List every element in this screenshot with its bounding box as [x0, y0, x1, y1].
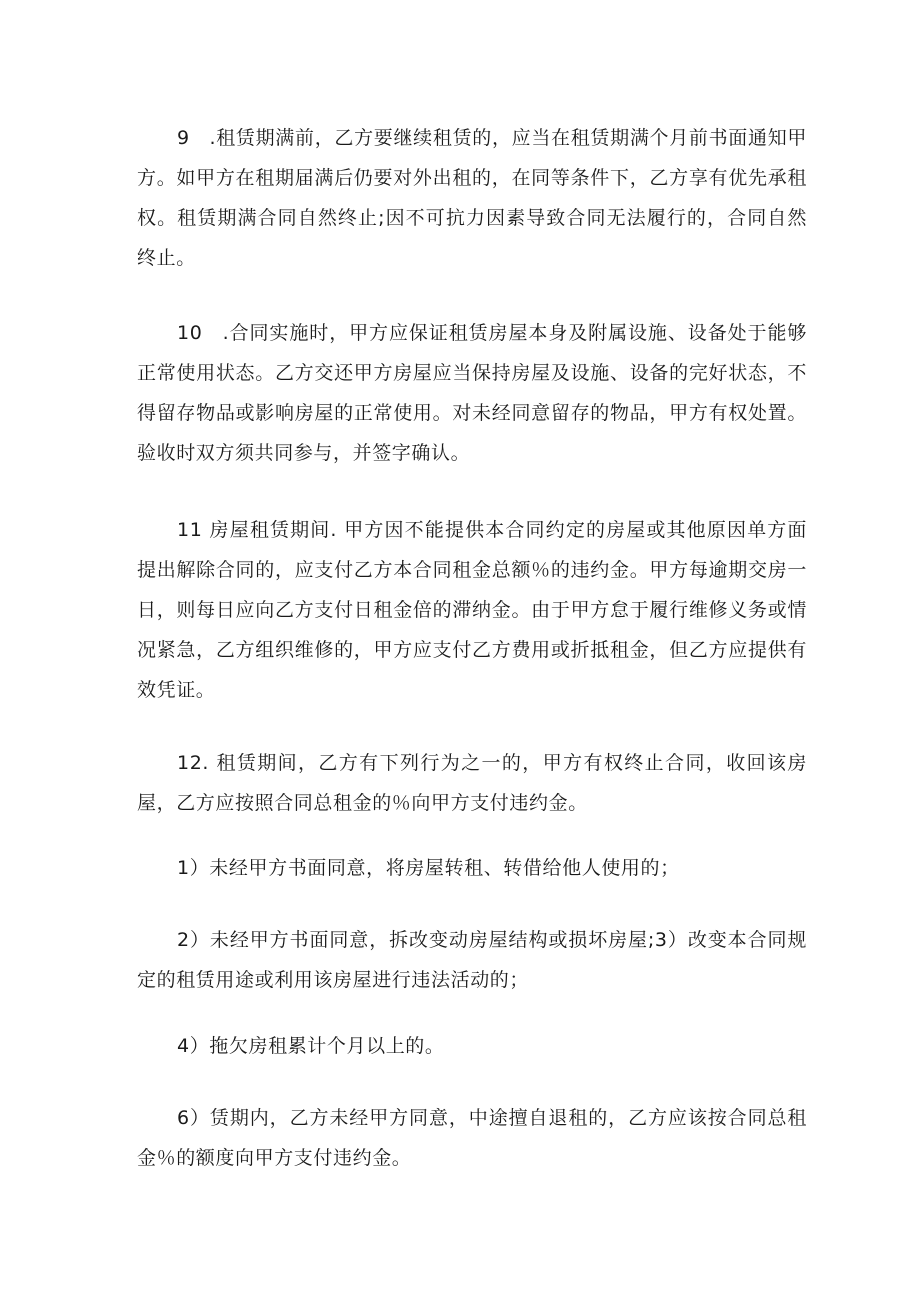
clause-12-item-1: 1）未经甲方书面同意，将房屋转租、转借给他人使用的； [177, 857, 680, 879]
clause-12-paragraph: 12. 租赁期间，乙方有下列行为之一的，甲方有权终止合同，收回该房屋，乙方应按照合同总租金的％向甲方支付违约金。 [137, 752, 807, 814]
clause-10-paragraph: 10 .合同实施时，甲方应保证租赁房屋本身及附属设施、设备处于能够正常使用状态。乙方交还甲方房屋应当保持房屋及设施、设备的完好状态，不得留存物品或影响房屋的正常使用。对未经同意留存的物品，甲方有权处置。验收时双方须共同参与，并签字确认。 [137, 322, 807, 464]
clause-12-item-2-3: 2）未经甲方书面同意，拆改变动房屋结构或损坏房屋;3）改变本合同规定的租赁用途或利用该房屋进行违法活动的； [137, 929, 807, 991]
clause-9-paragraph: 9 .租赁期满前，乙方要继续租赁的，应当在租赁期满个月前书面通知甲方。如甲方在租期届满后仍要对外出租的，在同等条件下，乙方享有优先承租权。租赁期满合同自然终止;因不可抗力因素导致合同无法履行的，合同自然终止。 [137, 127, 807, 269]
clause-12-item-6: 6）赁期内，乙方未经甲方同意，中途擅自退租的，乙方应该按合同总租金％的额度向甲方支付违约金。 [137, 1107, 807, 1169]
clause-12-item-4: 4）拖欠房租累计个月以上的。 [177, 1035, 445, 1057]
clause-11-paragraph: 11 房屋租赁期间. 甲方因不能提供本合同约定的房屋或其他原因单方面提出解除合同的，应支付乙方本合同租金总额％的违约金。甲方每逾期交房一日，则每日应向乙方支付日租金倍的滞纳金。由于甲方怠于履行维修义务或情况紧急，乙方组织维修的，甲方应支付乙方费用或折抵租金，但乙方应提供有效凭证。 [137, 519, 807, 701]
